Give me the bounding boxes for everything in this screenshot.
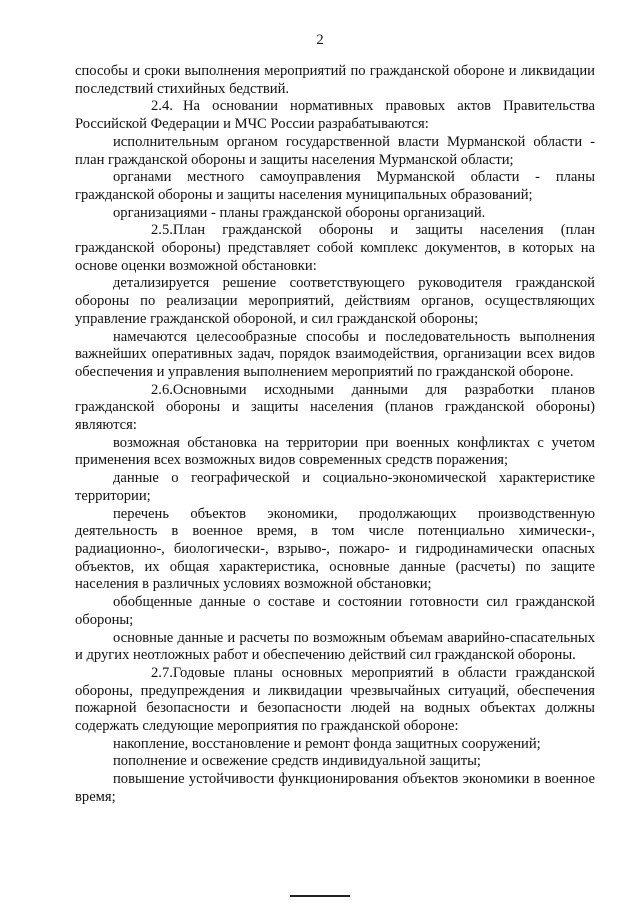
- list-item: повышение устойчивости функционирования объектов экономики в военное время;: [75, 771, 595, 805]
- clause-2-6: [75, 382, 595, 435]
- list-item: намечаются целесообразные способы и последовательность выполнения важнейших оперативных задач, порядок взаимодействия, организации всех видов обеспечения и управления выполнением мероприятий по гражданской обороне.: [75, 328, 595, 380]
- clause-number: 2.5.: [151, 222, 173, 239]
- clause-number: 2.6.: [151, 381, 173, 398]
- list-item: обобщенные данные о составе и состоянии готовности сил гражданской обороны;: [75, 594, 595, 628]
- list-item: основные данные и расчеты по возможным объемам аварийно-спасательных и других неотложных работ и обеспечению действий сил гражданской обороны.: [75, 629, 595, 664]
- list-item: органами местного самоуправления Мурманской области - планы гражданской обороны и защиты населения муниципальных образований;: [75, 169, 595, 203]
- clause-text: План гражданской обороны и защиты населения (план гражданской обороны) представляет собой комплекс документов, в которых на основе оценки возможной обстановки:: [75, 222, 595, 274]
- list-item: данные о географической и социально-экономической характеристике территории;: [75, 470, 595, 504]
- list-item: перечень объектов экономики, продолжающих производственную деятельность в военное время, в том числе потенциально химически-, радиационно-, биологически-, взрыво-, пожаро- и гидродинамически опасных объектов, их общая характеристика, основные данные (расчеты) по защите населения в различных условиях возможной обстановки;: [75, 505, 595, 593]
- cropped-footer-mark: [290, 895, 350, 903]
- clause-text: На основании нормативных правовых актов Правительства Российской Федерации и МЧС России разрабатываются:: [75, 98, 595, 133]
- clause-text: Основными исходными данными для разработки планов гражданской обороны и защиты населения (планов гражданской обороны) являются:: [75, 381, 595, 434]
- document-body: [75, 63, 595, 807]
- clause-text: Годовые планы основных мероприятий в области гражданской обороны, предупреждения и ликвидации чрезвычайных ситуаций, обеспечения пожарной безопасности и безопасности людей на водных объектах должны содержать следующие мероприятия по гражданской обороне:: [75, 664, 595, 735]
- list-item: возможная обстановка на территории при военных конфликтах с учетом применения всех возможных видов современных средств поражения;: [75, 434, 595, 469]
- clause-2-5: [75, 222, 595, 275]
- list-item: детализируется решение соответствующего руководителя гражданской обороны по реализации мероприятий, действиям органов, осуществляющих управление гражданской обороной, и сил гражданской обороны;: [75, 275, 595, 327]
- clause-2-7: [75, 665, 595, 736]
- page-number: 2: [316, 32, 324, 48]
- clause-2-4: [75, 98, 595, 133]
- list-item: пополнение и освежение средств индивидуальной защиты;: [113, 753, 481, 770]
- clause-number: 2.7.: [151, 664, 173, 681]
- list-item: исполнительным органом государственной власти Мурманской области - план гражданской обороны и защиты населения Мурманской области;: [75, 133, 595, 168]
- list-item: накопление, восстановление и ремонт фонда защитных сооружений;: [113, 735, 541, 752]
- paragraph: способы и сроки выполнения мероприятий по гражданской обороне и ликвидации последствий стихийных бедствий.: [75, 63, 595, 97]
- list-item: организациями - планы гражданской обороны организаций.: [113, 204, 486, 221]
- clause-number: 2.4.: [151, 98, 173, 115]
